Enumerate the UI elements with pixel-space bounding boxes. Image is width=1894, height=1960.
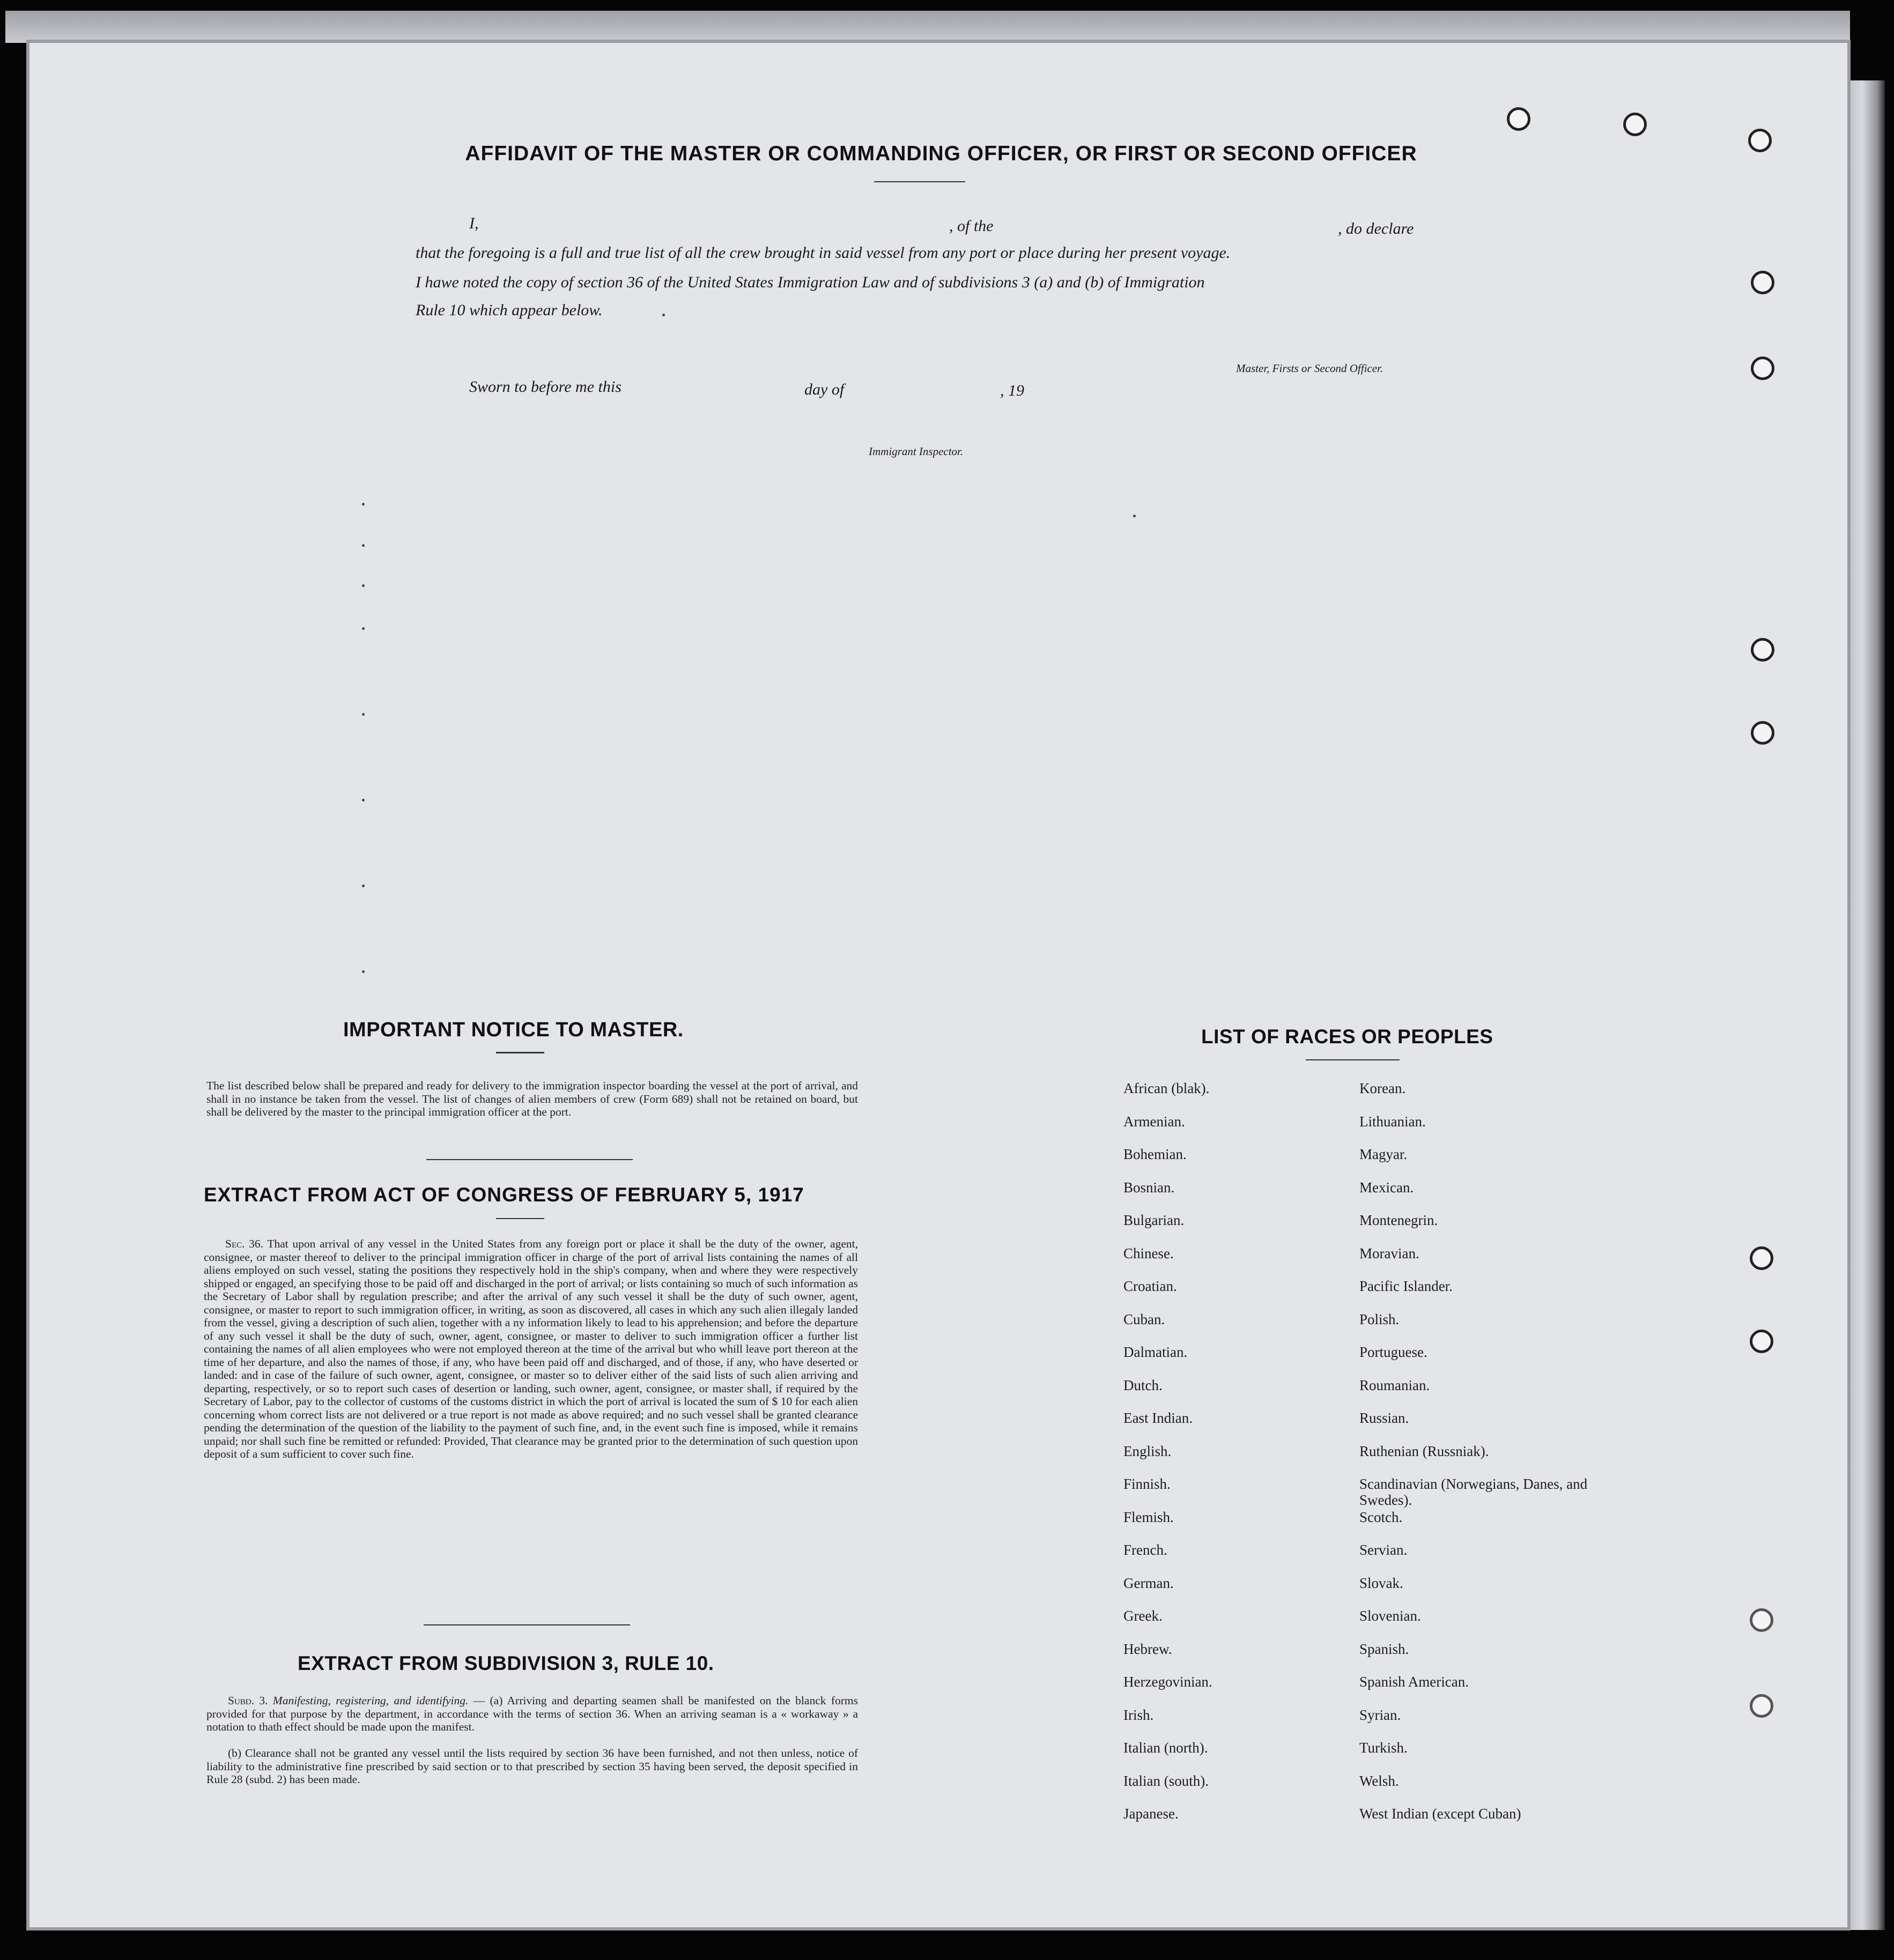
act-body: That upon arrival of any vessel in the United States from any foreign port or place it shall be the duty of the owner, agent, consignee, or master thereof to deliver to the principal immigration officer in charge of the port of arrival lists containing the names of all aliens employed on such vessel, stating the positions they respectively hold in the ship's company, when and where they were respectively shipped or engaged, an specifying those to be paid off and discharged in the port of arrival; or lists containing so much of such information as the Secretary of Labor shall by regulation prescribe; and after the arrival of any such vessel it shall be the duty of such owner, agent, consignee, or master to report to such immigration officer, in writing, as soon as discovered, all cases in which any such alien illegaly landed from the vessel, giving a description of such alien, together with a ny information likely to lead to his apprehension; and before the departure of any such vessel it shall be the duty of such, owner, agent, consignee, or master to deliver to such immigration officer a further list containing the names of all alien employees who were not employed thereon at the time of the arrival but who whill leave port thereon at the time of her departure, and also the names of those, if any, who have been paid off and discharged, and of those, if any, who have deserted or landed: and in case of the failure of such owner, agent, consignee, or master so to deliver either of the said lists of such alien arriving and departing, respectively, or so to report such cases of desertion or landing, such owner, agent, consignee, or master shall, if required by the Secretary of Labor, pay to the collector of customs of the customs district in which the port of arrival is located the sum of $ 10 for each alien concerning whom correct lists are not delivered or a true report is not made as above required; and no such vessel shall be granted clearance pending the determination of the question of the liability to the payment of such fine, and, in the event such fine is imposed, while it remains unpaid; nor shall such fine be remitted or refunded: Provided, That clearance may be granted prior to the determination of such question upon deposit of a sum sufficient to cover such fine.	[204, 1237, 858, 1460]
rule-subd-label: Subd. 3.	[228, 1694, 268, 1707]
race-item: Japanese.	[1123, 1806, 1179, 1822]
sworn-label: Sworn to before me this	[469, 378, 622, 396]
races-column-2	[1359, 1080, 1595, 1839]
race-item: Servian.	[1359, 1542, 1408, 1558]
page-edge-top	[5, 11, 1850, 43]
race-item: Scotch.	[1359, 1509, 1403, 1525]
speck	[1133, 515, 1136, 517]
race-item: Polish.	[1359, 1311, 1400, 1327]
race-item: West Indian (except Cuban)	[1359, 1806, 1521, 1822]
rule-para-a-text: — (a) Arriving and departing seamen shall be manifested on the blanck forms provided for that purpose by the department, in accordance with the terms of section 36. When an arriving seaman is a « workaway » a notation to thath effect should be made upon the manifest.	[206, 1694, 858, 1733]
races-column-1	[1123, 1080, 1338, 1839]
act-title: EXTRACT FROM ACT OF CONGRESS OF FEBRUARY 5, 1917	[204, 1184, 804, 1206]
race-item: Croatian.	[1123, 1278, 1177, 1294]
rule-subd-heading: Manifesting, registering, and identifying.	[272, 1694, 469, 1707]
act-section-36	[204, 1237, 858, 1461]
race-item: Greek.	[1123, 1608, 1163, 1624]
year-label: , 19	[1000, 382, 1024, 399]
race-item: English.	[1123, 1443, 1172, 1459]
affidavit-declare: , do declare	[1338, 220, 1414, 237]
race-item: Italian (south).	[1123, 1772, 1209, 1789]
race-item: Hebrew.	[1123, 1640, 1172, 1657]
race-item: Portuguese.	[1359, 1344, 1427, 1360]
race-item: Irish.	[1123, 1706, 1154, 1723]
race-item: Korean.	[1359, 1080, 1406, 1096]
race-item: Bosnian.	[1123, 1179, 1175, 1196]
binder-hole	[1751, 271, 1774, 294]
notice-body: The list described below shall be prepared and ready for delivery to the immigration inspector boarding the vessel at the port of arrival, and shall in no instance be taken from the vessel. The list of changes of alien members of crew (Form 689) shall not be retained on board, but shall be delivered by the master to the principal immigration officer at the port.	[206, 1079, 858, 1118]
speck	[362, 627, 365, 630]
binder-hole	[1750, 1330, 1773, 1353]
race-item: Magyar.	[1359, 1146, 1408, 1162]
rule-para-b: (b) Clearance shall not be granted any vessel until the lists required by section 36 have been furnished, and not then unless, notice of liability to the administrative fine prescribed by said section or to that prescribed by section 35 having been served, the deposit specified in Rule 28 (subd. 2) has been made.	[206, 1747, 858, 1786]
notice-divider	[496, 1052, 544, 1053]
speck	[362, 503, 365, 506]
binder-hole	[1748, 129, 1772, 152]
affidavit-title: AFFIDAVIT OF THE MASTER OR COMMANDING OFFICER, OR FIRST OR SECOND OFFICER	[465, 142, 1417, 165]
race-item: Flemish.	[1123, 1509, 1174, 1525]
act-divider	[496, 1218, 544, 1219]
race-item: Pacific Islander.	[1359, 1278, 1453, 1294]
speck	[362, 544, 365, 547]
race-item: Russian.	[1359, 1410, 1409, 1426]
title-divider	[874, 181, 965, 182]
master-signature-label: Master, Firsts or Second Officer.	[1236, 362, 1383, 375]
speck	[362, 885, 365, 887]
race-item: Ruthenian (Russniak).	[1359, 1443, 1489, 1459]
races-title: LIST OF RACES OR PEOPLES	[1201, 1026, 1493, 1048]
race-item: Mexican.	[1359, 1179, 1414, 1196]
speck	[362, 970, 365, 973]
race-item: Chinese.	[1123, 1245, 1174, 1261]
race-item: Herzegovinian.	[1123, 1674, 1212, 1690]
binder-hole	[1750, 1246, 1773, 1270]
race-item: Bulgarian.	[1123, 1212, 1185, 1228]
page-edge-right	[1847, 80, 1885, 1930]
race-item: Dalmatian.	[1123, 1344, 1188, 1360]
rule-title: EXTRACT FROM SUBDIVISION 3, RULE 10.	[298, 1652, 714, 1674]
document-sheet	[29, 43, 1847, 1927]
speck	[362, 799, 365, 801]
race-item: Spanish.	[1359, 1640, 1409, 1657]
affidavit-line-2: that the foregoing is a full and true list of all the crew brought in said vessel from any port or place during her present voyage.	[416, 244, 1231, 262]
race-item: Moravian.	[1359, 1245, 1419, 1261]
race-item: German.	[1123, 1575, 1174, 1591]
race-item: Dutch.	[1123, 1377, 1163, 1393]
speck	[362, 713, 365, 716]
act-section-label: Sec. 36.	[225, 1237, 264, 1250]
race-item: Armenian.	[1123, 1113, 1185, 1130]
affidavit-line-4: Rule 10 which appear below.	[416, 301, 603, 319]
race-item: French.	[1123, 1542, 1167, 1558]
binder-hole	[1751, 638, 1774, 662]
race-item: East Indian.	[1123, 1410, 1193, 1426]
binder-hole	[1507, 107, 1530, 131]
day-of-label: day of	[804, 381, 845, 398]
race-item: Bohemian.	[1123, 1146, 1187, 1162]
speck	[662, 314, 665, 316]
act-rule	[424, 1624, 630, 1625]
race-item: Montenegrin.	[1359, 1212, 1438, 1228]
race-item: Lithuanian.	[1359, 1113, 1426, 1130]
race-item: Welsh.	[1359, 1772, 1399, 1789]
race-item: Scandinavian (Norwegians, Danes, and Swedes).	[1359, 1476, 1588, 1508]
speck	[362, 584, 365, 587]
race-item: African (blak).	[1123, 1080, 1210, 1096]
binder-hole	[1751, 721, 1774, 745]
race-item: Syrian.	[1359, 1706, 1401, 1723]
binder-hole	[1623, 113, 1647, 136]
binder-hole	[1750, 1694, 1773, 1718]
race-item: Cuban.	[1123, 1311, 1165, 1327]
race-item: Italian (north).	[1123, 1740, 1208, 1756]
affidavit-i: I,	[469, 214, 479, 232]
race-item: Roumanian.	[1359, 1377, 1430, 1393]
races-divider	[1306, 1059, 1400, 1060]
notice-rule	[426, 1159, 633, 1160]
affidavit-of-the: , of the	[949, 217, 994, 235]
notice-title: IMPORTANT NOTICE TO MASTER.	[343, 1019, 684, 1041]
race-item: Slovenian.	[1359, 1608, 1421, 1624]
race-item: Finnish.	[1123, 1476, 1171, 1492]
affidavit-line-3: I hawe noted the copy of section 36 of the United States Immigration Law and of subdivisions 3 (a) and (b) of Immigration	[416, 273, 1205, 291]
rule-para-a	[206, 1694, 858, 1734]
binder-hole	[1751, 357, 1774, 380]
race-item: Slovak.	[1359, 1575, 1403, 1591]
race-item: Turkish.	[1359, 1740, 1408, 1756]
binder-hole	[1750, 1608, 1773, 1632]
inspector-label: Immigrant Inspector.	[869, 445, 964, 458]
race-item: Spanish American.	[1359, 1674, 1469, 1690]
